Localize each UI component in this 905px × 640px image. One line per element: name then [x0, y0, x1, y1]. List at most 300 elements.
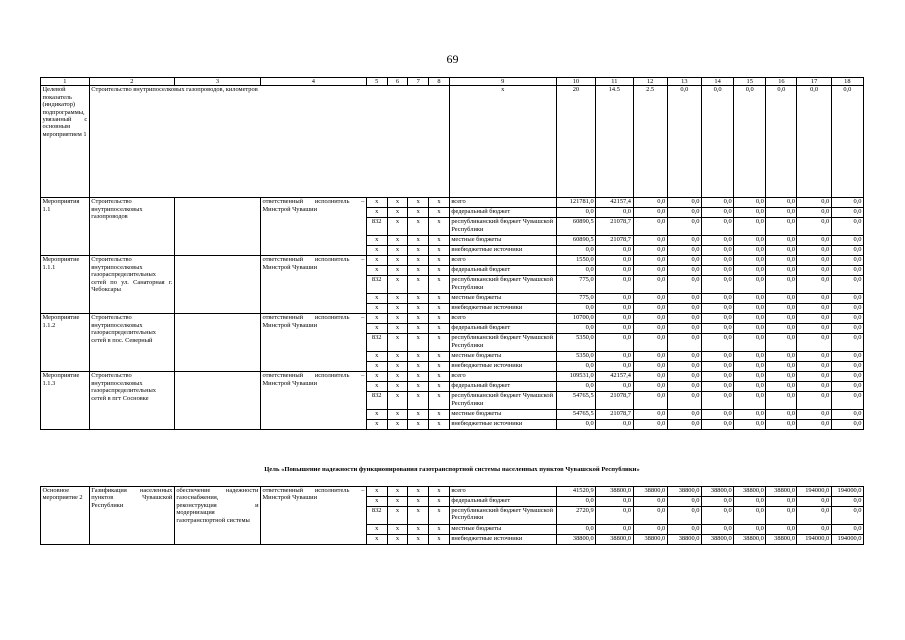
- column-number: 1: [41, 78, 90, 86]
- code-cell: x: [387, 236, 408, 246]
- amount-cell: 0,0: [797, 256, 831, 266]
- amount-cell: 0,0: [633, 256, 667, 266]
- amount-cell: 0,0: [831, 246, 863, 256]
- amount-cell: 0,0: [734, 382, 766, 392]
- amount-cell: 38800,0: [766, 487, 797, 497]
- code-cell: x: [387, 420, 408, 430]
- amount-cell: 0,0: [831, 334, 863, 352]
- amount-cell: 0,0: [596, 314, 633, 324]
- code-cell: x: [408, 276, 429, 294]
- amount-cell: 0,0: [596, 256, 633, 266]
- amount-cell: 0,0: [831, 420, 863, 430]
- amount-cell: 0,0: [633, 276, 667, 294]
- target-value: 0,0: [797, 86, 831, 198]
- amount-cell: 0,0: [734, 236, 766, 246]
- amount-cell: 0,0: [797, 525, 831, 535]
- column-number: 4: [260, 78, 366, 86]
- code-cell: x: [366, 487, 387, 497]
- code-cell: x: [429, 382, 450, 392]
- amount-cell: 0,0: [766, 525, 797, 535]
- code-cell: x: [408, 497, 429, 507]
- code-cell: x: [387, 535, 408, 545]
- target-value: 0,0: [831, 86, 863, 198]
- amount-cell: 0,0: [766, 208, 797, 218]
- code-cell: x: [429, 352, 450, 362]
- table-row: [41, 487, 864, 497]
- table-row: [41, 372, 864, 382]
- column-number: 7: [408, 78, 429, 86]
- amount-cell: 0,0: [797, 314, 831, 324]
- amount-cell: 0,0: [734, 304, 766, 314]
- funding-source: внебюджетные источники: [449, 362, 556, 372]
- amount-cell: 0,0: [831, 208, 863, 218]
- amount-cell: 0,0: [633, 208, 667, 218]
- amount-cell: 0,0: [797, 420, 831, 430]
- code-cell: x: [366, 382, 387, 392]
- activity-label: Мероприятие 1.1.3: [41, 372, 90, 430]
- amount-cell: 0,0: [701, 314, 733, 324]
- amount-cell: 0,0: [633, 324, 667, 334]
- amount-cell: 0,0: [797, 294, 831, 304]
- amount-cell: 10700,0: [556, 314, 595, 324]
- amount-cell: 0,0: [734, 352, 766, 362]
- code-cell: x: [429, 314, 450, 324]
- code-cell: x: [429, 304, 450, 314]
- amount-cell: 0,0: [633, 382, 667, 392]
- column-number: 16: [766, 78, 797, 86]
- code-cell: x: [408, 304, 429, 314]
- amount-cell: 0,0: [596, 276, 633, 294]
- code-cell: 832: [366, 334, 387, 352]
- amount-cell: 0,0: [734, 525, 766, 535]
- amount-cell: 0,0: [667, 294, 701, 304]
- amount-cell: 0,0: [596, 507, 633, 525]
- funding-source: внебюджетные источники: [449, 420, 556, 430]
- code-cell: x: [408, 208, 429, 218]
- amount-cell: 0,0: [633, 352, 667, 362]
- amount-cell: 0,0: [734, 334, 766, 352]
- amount-cell: 0,0: [831, 294, 863, 304]
- target-row: [41, 86, 864, 198]
- code-cell: x: [408, 507, 429, 525]
- column-number: 5: [366, 78, 387, 86]
- amount-cell: 0,0: [667, 362, 701, 372]
- funding-source: всего: [449, 372, 556, 382]
- column-number: 8: [429, 78, 450, 86]
- amount-cell: 0,0: [667, 420, 701, 430]
- code-cell: x: [387, 372, 408, 382]
- amount-cell: 0,0: [556, 208, 595, 218]
- amount-cell: 0,0: [556, 362, 595, 372]
- code-cell: x: [429, 218, 450, 236]
- column-number: 6: [387, 78, 408, 86]
- activity-name: Газификация населенных пунктов Чувашской Республики: [89, 487, 174, 545]
- funding-source: федеральный бюджет: [449, 497, 556, 507]
- amount-cell: 0,0: [797, 507, 831, 525]
- amount-cell: 0,0: [734, 294, 766, 304]
- amount-cell: 0,0: [701, 497, 733, 507]
- goal-heading: Цель «Повышение надежности функционирования газотранспортной системы населенных пунктов Чувашской Республики»: [264, 466, 640, 473]
- code-cell: x: [408, 218, 429, 236]
- funding-source: внебюджетные источники: [449, 304, 556, 314]
- code-cell: x: [408, 535, 429, 545]
- activity-goal: [174, 372, 260, 430]
- amount-cell: 60890,5: [556, 236, 595, 246]
- code-cell: x: [429, 294, 450, 304]
- code-cell: x: [408, 334, 429, 352]
- funding-source: всего: [449, 256, 556, 266]
- column-number: 14: [701, 78, 733, 86]
- amount-cell: 0,0: [701, 334, 733, 352]
- amount-cell: 0,0: [701, 208, 733, 218]
- amount-cell: 0,0: [797, 198, 831, 208]
- amount-cell: 21078,7: [596, 392, 633, 410]
- amount-cell: 0,0: [701, 236, 733, 246]
- amount-cell: 0,0: [766, 352, 797, 362]
- amount-cell: 0,0: [831, 372, 863, 382]
- amount-cell: 0,0: [831, 276, 863, 294]
- amount-cell: 0,0: [667, 276, 701, 294]
- funding-source: федеральный бюджет: [449, 208, 556, 218]
- code-cell: x: [429, 266, 450, 276]
- column-number: 11: [596, 78, 633, 86]
- amount-cell: 0,0: [701, 392, 733, 410]
- funding-source: республиканский бюджет Чувашской Республики: [449, 507, 556, 525]
- amount-cell: 0,0: [831, 256, 863, 266]
- amount-cell: 0,0: [667, 392, 701, 410]
- amount-cell: 0,0: [766, 266, 797, 276]
- amount-cell: 38800,0: [633, 535, 667, 545]
- amount-cell: 0,0: [633, 294, 667, 304]
- amount-cell: 0,0: [633, 362, 667, 372]
- amount-cell: 38800,0: [596, 535, 633, 545]
- code-cell: x: [387, 256, 408, 266]
- target-unit: x: [449, 86, 556, 198]
- code-cell: x: [429, 535, 450, 545]
- amount-cell: 0,0: [667, 198, 701, 208]
- amount-cell: 0,0: [633, 266, 667, 276]
- funding-source: всего: [449, 487, 556, 497]
- amount-cell: 21078,7: [596, 236, 633, 246]
- amount-cell: 0,0: [633, 420, 667, 430]
- amount-cell: 0,0: [667, 236, 701, 246]
- code-cell: x: [387, 294, 408, 304]
- amount-cell: 0,0: [766, 246, 797, 256]
- code-cell: x: [387, 507, 408, 525]
- activity-label: Мероприятие 1.1.1: [41, 256, 90, 314]
- amount-cell: 0,0: [831, 324, 863, 334]
- code-cell: x: [387, 246, 408, 256]
- amount-cell: 0,0: [797, 334, 831, 352]
- target-value: 2.5: [633, 86, 667, 198]
- amount-cell: 0,0: [734, 410, 766, 420]
- code-cell: x: [429, 198, 450, 208]
- amount-cell: 0,0: [596, 497, 633, 507]
- column-number: 3: [174, 78, 260, 86]
- activity-goal: обеспечение надежности газоснабжения, реконструкция и модернизация газотранспортной системы: [174, 487, 260, 545]
- amount-cell: 0,0: [556, 246, 595, 256]
- amount-cell: 0,0: [797, 208, 831, 218]
- code-cell: x: [429, 497, 450, 507]
- column-number-row: [41, 78, 864, 86]
- amount-cell: 0,0: [667, 382, 701, 392]
- amount-cell: 0,0: [556, 304, 595, 314]
- amount-cell: 0,0: [734, 507, 766, 525]
- amount-cell: 0,0: [596, 352, 633, 362]
- code-cell: x: [408, 352, 429, 362]
- amount-cell: 0,0: [831, 198, 863, 208]
- amount-cell: 0,0: [633, 334, 667, 352]
- amount-cell: 0,0: [701, 382, 733, 392]
- amount-cell: 194000,0: [831, 535, 863, 545]
- amount-cell: 0,0: [701, 218, 733, 236]
- code-cell: x: [366, 372, 387, 382]
- amount-cell: 0,0: [701, 276, 733, 294]
- amount-cell: 0,0: [766, 497, 797, 507]
- amount-cell: 0,0: [766, 198, 797, 208]
- amount-cell: 0,0: [667, 314, 701, 324]
- code-cell: x: [387, 392, 408, 410]
- amount-cell: 38800,0: [734, 487, 766, 497]
- amount-cell: 0,0: [831, 218, 863, 236]
- amount-cell: 0,0: [766, 304, 797, 314]
- code-cell: x: [429, 487, 450, 497]
- code-cell: x: [429, 525, 450, 535]
- amount-cell: 0,0: [766, 410, 797, 420]
- code-cell: x: [387, 487, 408, 497]
- target-description: Строительство внутрипоселковых газопроводов, километров: [89, 86, 449, 198]
- amount-cell: 0,0: [701, 198, 733, 208]
- amount-cell: 54765,5: [556, 410, 595, 420]
- amount-cell: 0,0: [633, 304, 667, 314]
- code-cell: x: [387, 266, 408, 276]
- amount-cell: 0,0: [766, 372, 797, 382]
- code-cell: x: [408, 256, 429, 266]
- amount-cell: 0,0: [556, 420, 595, 430]
- amount-cell: 0,0: [831, 507, 863, 525]
- amount-cell: 0,0: [701, 507, 733, 525]
- amount-cell: 5350,0: [556, 352, 595, 362]
- amount-cell: 0,0: [734, 314, 766, 324]
- amount-cell: 38800,0: [633, 487, 667, 497]
- amount-cell: 0,0: [556, 497, 595, 507]
- amount-cell: 0,0: [831, 362, 863, 372]
- amount-cell: 0,0: [766, 362, 797, 372]
- amount-cell: 0,0: [766, 236, 797, 246]
- activity-label: Основное мероприятие 2: [41, 487, 90, 545]
- amount-cell: 0,0: [667, 507, 701, 525]
- amount-cell: 0,0: [831, 314, 863, 324]
- funding-source: республиканский бюджет Чувашской Республики: [449, 392, 556, 410]
- amount-cell: 0,0: [797, 246, 831, 256]
- amount-cell: 0,0: [766, 294, 797, 304]
- amount-cell: 0,0: [797, 497, 831, 507]
- code-cell: x: [366, 362, 387, 372]
- column-number: 17: [797, 78, 831, 86]
- code-cell: x: [366, 324, 387, 334]
- amount-cell: 194000,0: [831, 487, 863, 497]
- funding-source: федеральный бюджет: [449, 324, 556, 334]
- code-cell: x: [408, 294, 429, 304]
- amount-cell: 0,0: [667, 334, 701, 352]
- activity-label: Мероприятия 1.1: [41, 198, 90, 256]
- amount-cell: 0,0: [797, 218, 831, 236]
- code-cell: x: [429, 507, 450, 525]
- funding-source: местные бюджеты: [449, 352, 556, 362]
- code-cell: 832: [366, 392, 387, 410]
- column-number: 12: [633, 78, 667, 86]
- amount-cell: 0,0: [766, 392, 797, 410]
- amount-cell: 0,0: [633, 236, 667, 246]
- code-cell: x: [429, 420, 450, 430]
- amount-cell: 0,0: [701, 304, 733, 314]
- funding-source: внебюджетные источники: [449, 246, 556, 256]
- code-cell: x: [408, 420, 429, 430]
- amount-cell: 0,0: [633, 314, 667, 324]
- code-cell: x: [387, 324, 408, 334]
- amount-cell: 0,0: [734, 246, 766, 256]
- target-value: 0,0: [701, 86, 733, 198]
- amount-cell: 0,0: [734, 198, 766, 208]
- funding-source: федеральный бюджет: [449, 266, 556, 276]
- amount-cell: 38800,0: [701, 535, 733, 545]
- amount-cell: 38800,0: [701, 487, 733, 497]
- amount-cell: 0,0: [701, 256, 733, 266]
- amount-cell: 0,0: [766, 276, 797, 294]
- amount-cell: 0,0: [766, 334, 797, 352]
- amount-cell: 38800,0: [667, 487, 701, 497]
- amount-cell: 42157,4: [596, 198, 633, 208]
- amount-cell: 0,0: [633, 410, 667, 420]
- amount-cell: 5350,0: [556, 334, 595, 352]
- column-number: 15: [734, 78, 766, 86]
- amount-cell: 0,0: [633, 246, 667, 256]
- amount-cell: 0,0: [667, 304, 701, 314]
- activity-name: Строительство внутрипоселковых газораспределительных сетей в пгт Сосновке: [89, 372, 174, 430]
- amount-cell: 0,0: [596, 362, 633, 372]
- code-cell: x: [366, 304, 387, 314]
- code-cell: x: [366, 246, 387, 256]
- amount-cell: 1550,0: [556, 256, 595, 266]
- code-cell: x: [429, 372, 450, 382]
- amount-cell: 0,0: [734, 497, 766, 507]
- amount-cell: 121781,0: [556, 198, 595, 208]
- code-cell: x: [408, 392, 429, 410]
- amount-cell: 194000,0: [797, 535, 831, 545]
- funding-source: федеральный бюджет: [449, 382, 556, 392]
- code-cell: x: [366, 198, 387, 208]
- code-cell: x: [366, 420, 387, 430]
- amount-cell: 0,0: [734, 276, 766, 294]
- target-value: 14.5: [596, 86, 633, 198]
- amount-cell: 0,0: [556, 525, 595, 535]
- amount-cell: 0,0: [596, 382, 633, 392]
- code-cell: x: [387, 276, 408, 294]
- target-value: 0,0: [667, 86, 701, 198]
- amount-cell: 0,0: [831, 392, 863, 410]
- amount-cell: 0,0: [701, 324, 733, 334]
- amount-cell: 0,0: [633, 392, 667, 410]
- amount-cell: 0,0: [667, 218, 701, 236]
- amount-cell: 0,0: [766, 420, 797, 430]
- code-cell: x: [408, 324, 429, 334]
- amount-cell: 0,0: [596, 208, 633, 218]
- amount-cell: 0,0: [766, 507, 797, 525]
- code-cell: x: [429, 276, 450, 294]
- amount-cell: 0,0: [734, 392, 766, 410]
- code-cell: x: [408, 487, 429, 497]
- amount-cell: 0,0: [667, 372, 701, 382]
- code-cell: 832: [366, 276, 387, 294]
- amount-cell: 0,0: [701, 362, 733, 372]
- code-cell: x: [366, 266, 387, 276]
- amount-cell: 0,0: [596, 420, 633, 430]
- amount-cell: 38800,0: [596, 487, 633, 497]
- amount-cell: 775,0: [556, 294, 595, 304]
- amount-cell: 60890,5: [556, 218, 595, 236]
- amount-cell: 0,0: [797, 392, 831, 410]
- amount-cell: 0,0: [633, 497, 667, 507]
- code-cell: x: [429, 410, 450, 420]
- amount-cell: 41520,9: [556, 487, 595, 497]
- activity-executor: ответственный исполнитель – Минстрой Чувашии: [260, 487, 366, 545]
- code-cell: x: [387, 525, 408, 535]
- code-cell: x: [366, 535, 387, 545]
- amount-cell: 0,0: [667, 410, 701, 420]
- amount-cell: 0,0: [734, 218, 766, 236]
- amount-cell: 0,0: [556, 382, 595, 392]
- code-cell: x: [387, 198, 408, 208]
- amount-cell: 0,0: [701, 525, 733, 535]
- funding-source: всего: [449, 314, 556, 324]
- activity-name: Строительство внутрипоселковых газораспределительных сетей в пос. Северный: [89, 314, 174, 372]
- code-cell: x: [387, 382, 408, 392]
- amount-cell: 0,0: [667, 246, 701, 256]
- code-cell: x: [408, 198, 429, 208]
- code-cell: x: [387, 410, 408, 420]
- code-cell: x: [366, 208, 387, 218]
- funding-source: местные бюджеты: [449, 294, 556, 304]
- amount-cell: 38800,0: [766, 535, 797, 545]
- funding-source: местные бюджеты: [449, 410, 556, 420]
- amount-cell: 0,0: [734, 420, 766, 430]
- code-cell: x: [387, 334, 408, 352]
- code-cell: x: [408, 410, 429, 420]
- amount-cell: 0,0: [701, 420, 733, 430]
- column-number: 10: [556, 78, 595, 86]
- amount-cell: 21078,7: [596, 410, 633, 420]
- code-cell: x: [387, 208, 408, 218]
- activity-label: Мероприятие 1.1.2: [41, 314, 90, 372]
- amount-cell: 2720,9: [556, 507, 595, 525]
- amount-cell: 0,0: [766, 382, 797, 392]
- activity-goal: [174, 314, 260, 372]
- amount-cell: 0,0: [596, 294, 633, 304]
- activity-executor: ответственный исполнитель – Минстрой Чувашии: [260, 314, 366, 372]
- column-number: 13: [667, 78, 701, 86]
- target-value: 0,0: [766, 86, 797, 198]
- target-label: Целевой показатель (индикатор) подпрограммы, увязанный с основным мероприятием 1: [41, 86, 90, 198]
- code-cell: x: [366, 236, 387, 246]
- amount-cell: 0,0: [797, 236, 831, 246]
- funding-source: республиканский бюджет Чувашской Республики: [449, 218, 556, 236]
- amount-cell: 0,0: [831, 304, 863, 314]
- page-number: 69: [446, 52, 459, 66]
- amount-cell: 0,0: [797, 410, 831, 420]
- amount-cell: 0,0: [734, 362, 766, 372]
- column-number: 18: [831, 78, 863, 86]
- code-cell: x: [366, 256, 387, 266]
